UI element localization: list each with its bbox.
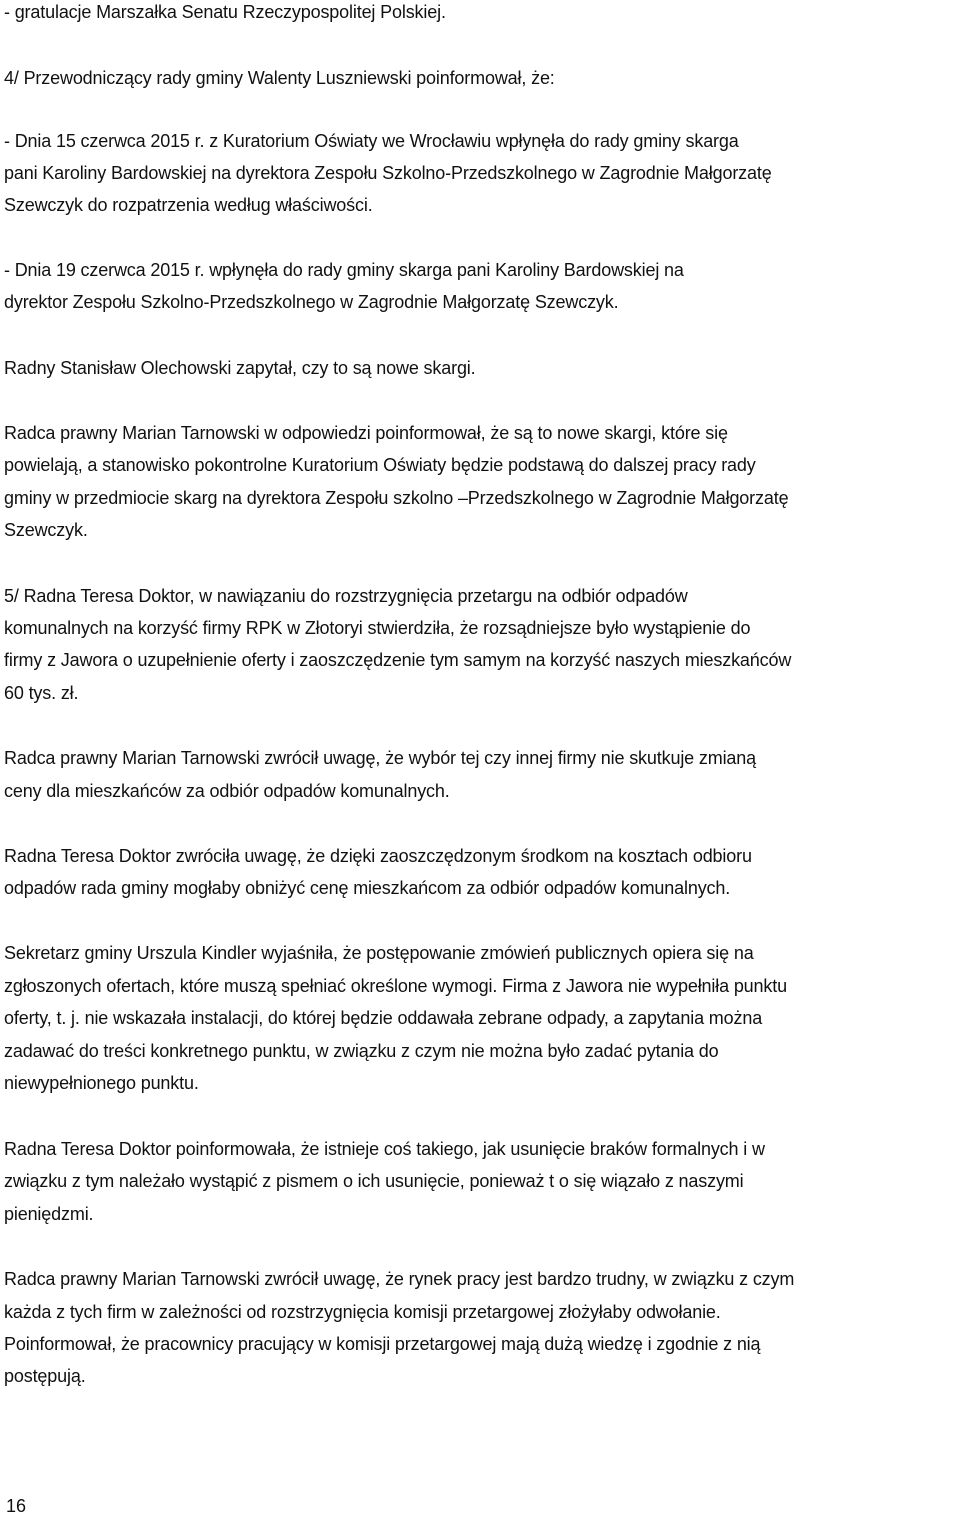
text-line: - Dnia 15 czerwca 2015 r. z Kuratorium Oświaty we Wrocławiu wpłynęła do rady gminy skarga (4, 131, 739, 151)
text-line: oferty, t. j. nie wskazała instalacji, do której będzie oddawała zebrane odpady, a zapytania można (4, 1008, 763, 1028)
text-line: 60 tys. zł. (4, 683, 79, 703)
text-line: Radny Stanisław Olechowski zapytał, czy to są nowe skargi. (4, 358, 476, 378)
text-line: odpadów rada gminy mogłaby obniżyć cenę mieszkańcom za odbiór odpadów komunalnych. (4, 878, 731, 898)
text-line: firmy z Jawora o uzupełnienie oferty i zaoszczędzenie tym samym na korzyść naszych mieszkańców (4, 650, 792, 670)
text-line: Radca prawny Marian Tarnowski zwrócił uwagę, że rynek pracy jest bardzo trudny, w związku z czym (4, 1269, 795, 1289)
text-line: pieniędzmi. (4, 1204, 94, 1224)
text-line: powielają, a stanowisko pokontrolne Kuratorium Oświaty będzie podstawą do dalszej pracy rady (4, 455, 756, 475)
text-line: zadawać do treści konkretnego punktu, w związku z czym nie można było zadać pytania do (4, 1041, 719, 1061)
text-line: gminy w przedmiocie skarg na dyrektora Zespołu szkolno –Przedszkolnego w Zagrodnie Małgorzatę (4, 488, 789, 508)
text-line: związku z tym należało wystąpić z pismem o ich usunięcie, ponieważ t o się wiązało z naszymi (4, 1171, 744, 1191)
text-line: 4/ Przewodniczący rady gminy Walenty Luszniewski poinformował, że: (4, 68, 555, 88)
text-line: Poinformował, że pracownicy pracujący w komisji przetargowej mają dużą wiedzę i zgodnie z nią (4, 1334, 761, 1354)
text-line: Szewczyk. (4, 520, 88, 540)
text-line: ceny dla mieszkańców za odbiór odpadów komunalnych. (4, 781, 450, 801)
text-line: niewypełnionego punktu. (4, 1073, 199, 1093)
text-line: pani Karoliny Bardowskiej na dyrektora Zespołu Szkolno-Przedszkolnego w Zagrodnie Małgorzatę (4, 163, 772, 183)
text-line: Radca prawny Marian Tarnowski w odpowiedzi poinformował, że są to nowe skargi, które się (4, 423, 728, 443)
text-line: Radna Teresa Doktor zwróciła uwagę, że dzięki zaoszczędzonym środkom na kosztach odbioru (4, 846, 752, 866)
page-number: 16 (6, 1496, 27, 1516)
text-line: Radna Teresa Doktor poinformowała, że istnieje coś takiego, jak usunięcie braków formalnych i w (4, 1139, 765, 1159)
text-line: postępują. (4, 1366, 86, 1386)
text-line: każda z tych firm w zależności od rozstrzygnięcia komisji przetargowej złożyłaby odwołanie. (4, 1302, 721, 1322)
text-line: Radca prawny Marian Tarnowski zwrócił uwagę, że wybór tej czy innej firmy nie skutkuje zmianą (4, 748, 757, 768)
text-line: dyrektor Zespołu Szkolno-Przedszkolnego w Zagrodnie Małgorzatę Szewczyk. (4, 292, 619, 312)
text-line: zgłoszonych ofertach, które muszą spełniać określone wymogi. Firma z Jawora nie wypełniła punktu (4, 976, 787, 996)
text-line: - Dnia 19 czerwca 2015 r. wpłynęła do rady gminy skarga pani Karoliny Bardowskiej na (4, 260, 684, 280)
text-line: - gratulacje Marszałka Senatu Rzeczypospolitej Polskiej. (4, 2, 446, 22)
text-line: komunalnych na korzyść firmy RPK w Złotoryi stwierdziła, że rozsądniejsze było wystąpienie do (4, 618, 751, 638)
text-line: 5/ Radna Teresa Doktor, w nawiązaniu do rozstrzygnięcia przetargu na odbiór odpadów (4, 586, 688, 606)
text-line: Sekretarz gminy Urszula Kindler wyjaśniła, że postępowanie zmówień publicznych opiera się na (4, 943, 754, 963)
text-line: Szewczyk do rozpatrzenia według właściwości. (4, 195, 373, 215)
